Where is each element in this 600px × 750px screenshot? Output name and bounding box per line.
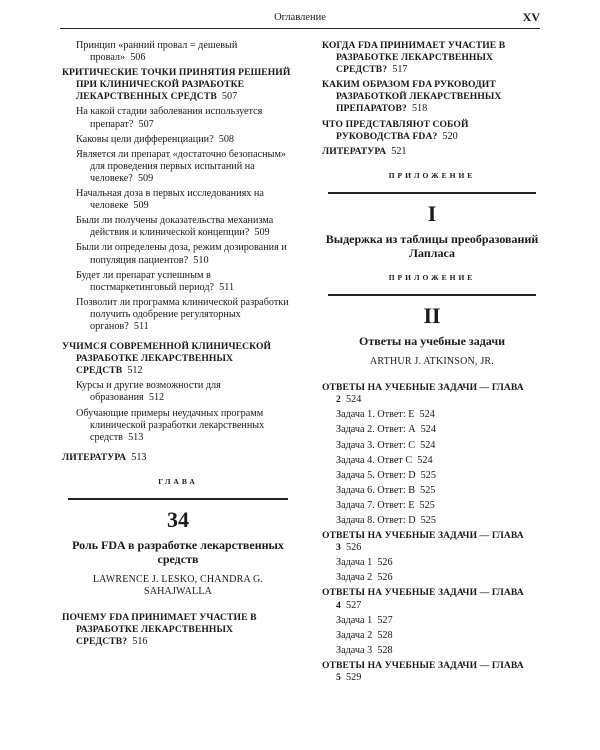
appendix-2-label: ПРИЛОЖЕНИЕ bbox=[388, 272, 476, 282]
toc-entry-text: Были ли определены доза, режим дозирования и популяция пациентов? bbox=[76, 242, 287, 266]
toc-entry-text: Задача 3. Ответ: С bbox=[336, 439, 416, 451]
toc-section-entry bbox=[322, 530, 542, 554]
toc-entry-text: КОГДА FDA ПРИНИМАЕТ УЧАСТИЕ В РАЗРАБОТКЕ ЛЕКАРСТВЕННЫХ СРЕДСТВ? bbox=[322, 40, 506, 76]
toc-subentry bbox=[62, 106, 294, 130]
toc-entry-page: 526 bbox=[377, 557, 393, 569]
toc-section-entry bbox=[62, 67, 294, 103]
toc-entry-page: 511 bbox=[133, 320, 149, 332]
toc-entry-page: 528 bbox=[377, 644, 393, 656]
toc-entry-page: 518 bbox=[411, 103, 428, 115]
toc-entry-text: Задача 2 bbox=[336, 629, 373, 641]
page-header bbox=[60, 10, 540, 29]
toc-entry-text: ЛИТЕРАТУРА bbox=[62, 451, 127, 463]
appendix-1-rule bbox=[328, 192, 536, 194]
toc-entry-text: Начальная доза в первых исследованиях на человеке bbox=[76, 188, 264, 212]
toc-section-entry bbox=[322, 146, 542, 158]
toc-entry-text: Задача 5. Ответ: D bbox=[336, 469, 416, 481]
toc-entry-text: Задача 1 bbox=[336, 557, 373, 569]
appendix-2-heading bbox=[322, 272, 542, 368]
toc-entry-page: 512 bbox=[127, 365, 143, 377]
toc-entry-page: 507 bbox=[221, 91, 238, 103]
toc-entry-text: КРИТИЧЕСКИЕ ТОЧКИ ПРИНЯТИЯ РЕШЕНИЙ ПРИ КЛИНИЧЕСКОЙ РАЗРАБОТКЕ ЛЕКАРСТВЕННЫХ СРЕДСТВ bbox=[62, 67, 291, 103]
toc-entry-page: 526 bbox=[377, 572, 393, 584]
toc-entry-text: Принцип «ранний провал = дешевый провал» bbox=[76, 40, 238, 64]
toc-section-entry bbox=[322, 119, 542, 143]
toc-entry-text: Задача 3 bbox=[336, 644, 373, 656]
appendix-2-entries bbox=[322, 382, 542, 684]
toc-entry-page: 525 bbox=[420, 469, 436, 481]
toc-entry-text: ОТВЕТЫ НА УЧЕБНЫЕ ЗАДАЧИ — ГЛАВА 2 bbox=[322, 382, 524, 406]
toc-entry-page: 521 bbox=[391, 145, 407, 157]
toc-entry-page: 525 bbox=[419, 499, 435, 511]
toc-entry-text: Будет ли препарат успешным в постмаркетинговый период? bbox=[76, 269, 215, 293]
toc-entry-text: ЛИТЕРАТУРА bbox=[322, 145, 387, 157]
toc-subentry bbox=[62, 408, 294, 444]
page-number: XV bbox=[522, 10, 540, 24]
toc-subentry bbox=[62, 242, 294, 266]
right-entries bbox=[322, 40, 542, 158]
left-entries bbox=[62, 40, 294, 464]
toc-subentry bbox=[322, 500, 542, 512]
appendix-1-heading bbox=[322, 170, 542, 260]
toc-subentry bbox=[62, 380, 294, 404]
chapter-authors: LAWRENCE J. LESKO, CHANDRA G. SAHAJWALLA bbox=[92, 574, 264, 598]
right-column bbox=[322, 40, 542, 687]
appendix-2-title: Ответы на учебные задачи bbox=[358, 334, 505, 349]
chapter-entries bbox=[62, 612, 294, 648]
toc-section-entry bbox=[322, 79, 542, 115]
toc-section-entry bbox=[62, 612, 294, 648]
toc-entry-text: Были ли получены доказательства механизма действия и клинической концепции? bbox=[76, 215, 274, 239]
appendix-2-number: II bbox=[423, 303, 441, 329]
toc-entry-text: Задача 2 bbox=[336, 572, 373, 584]
toc-entry-page: 526 bbox=[346, 542, 362, 554]
toc-entry-text: УЧИМСЯ СОВРЕМЕННОЙ КЛИНИЧЕСКОЙ РАЗРАБОТКЕ ЛЕКАРСТВЕННЫХ СРЕДСТВ bbox=[62, 341, 272, 377]
toc-entry-text: Каковы цели дифференциации? bbox=[76, 133, 214, 145]
toc-subentry bbox=[322, 409, 542, 421]
toc-subentry bbox=[62, 270, 294, 294]
toc-subentry bbox=[322, 485, 542, 497]
toc-subentry bbox=[322, 572, 542, 584]
toc-entry-page: 513 bbox=[131, 451, 147, 463]
toc-entry-page: 513 bbox=[128, 431, 144, 443]
toc-entry-page: 509 bbox=[133, 200, 149, 212]
toc-subentry bbox=[62, 134, 294, 146]
toc-entry-page: 517 bbox=[392, 64, 408, 76]
toc-entry-page: 524 bbox=[346, 394, 362, 406]
toc-entry-text: Задача 7. Ответ: Е bbox=[336, 499, 415, 511]
toc-entry-text: Задача 8. Ответ: D bbox=[336, 514, 416, 526]
toc-entry-text: ОТВЕТЫ НА УЧЕБНЫЕ ЗАДАЧИ — ГЛАВА 4 bbox=[322, 587, 524, 611]
toc-subentry bbox=[322, 630, 542, 642]
appendix-2-authors: ARTHUR J. ATKINSON, JR. bbox=[369, 356, 494, 368]
appendix-2-rule bbox=[328, 294, 536, 296]
toc-subentry bbox=[322, 645, 542, 657]
toc-entry-text: Задача 1 bbox=[336, 614, 373, 626]
toc-entry-page: 509 bbox=[254, 227, 270, 239]
toc-subentry bbox=[322, 440, 542, 452]
toc-entry-page: 524 bbox=[417, 454, 433, 466]
toc-subentry bbox=[322, 424, 542, 436]
toc-entry-text: ПОЧЕМУ FDA ПРИНИМАЕТ УЧАСТИЕ В РАЗРАБОТКЕ ЛЕКАРСТВЕННЫХ СРЕДСТВ? bbox=[62, 612, 257, 648]
toc-entry-text: Задача 1. Ответ: E bbox=[336, 409, 415, 421]
toc-entry-text: Курсы и другие возможности для образования bbox=[76, 380, 221, 404]
toc-section-entry bbox=[322, 40, 542, 76]
toc-entry-page: 525 bbox=[420, 484, 436, 496]
toc-entry-page: 524 bbox=[419, 409, 435, 421]
left-column bbox=[62, 40, 294, 651]
toc-entry-page: 524 bbox=[420, 424, 436, 436]
toc-entry-text: На какой стадии заболевания используется препарат? bbox=[76, 106, 263, 130]
toc-subentry bbox=[322, 515, 542, 527]
toc-entry-text: Позволит ли программа клинической разработки получить одобрение регуляторных органов? bbox=[76, 296, 289, 332]
toc-entry-page: 506 bbox=[130, 52, 146, 64]
toc-section-entry bbox=[322, 382, 542, 406]
toc-subentry bbox=[62, 297, 294, 333]
toc-section-entry bbox=[62, 452, 294, 464]
appendix-1-number: I bbox=[427, 200, 437, 226]
toc-subentry bbox=[62, 149, 294, 185]
toc-entry-text: ОТВЕТЫ НА УЧЕБНЫЕ ЗАДАЧИ — ГЛАВА 3 bbox=[322, 530, 524, 554]
toc-entry-page: 508 bbox=[218, 133, 235, 145]
toc-entry-text: ОТВЕТЫ НА УЧЕБНЫЕ ЗАДАЧИ — ГЛАВА 5 bbox=[322, 659, 524, 683]
toc-subentry bbox=[322, 455, 542, 467]
toc-subentry bbox=[322, 557, 542, 569]
toc-subentry bbox=[322, 615, 542, 627]
appendix-1-label: ПРИЛОЖЕНИЕ bbox=[388, 170, 476, 180]
running-title: Оглавление bbox=[274, 12, 326, 23]
toc-subentry bbox=[62, 188, 294, 212]
toc-entry-page: 507 bbox=[138, 118, 154, 130]
toc-entry-text: ЧТО ПРЕДСТАВЛЯЮТ СОБОЙ РУКОВОДСТВА FDA? bbox=[322, 118, 469, 142]
toc-entry-page: 510 bbox=[193, 254, 209, 266]
appendix-1-title: Выдержка из таблицы преобразований Лапласа bbox=[325, 231, 539, 260]
toc-subentry bbox=[62, 40, 294, 64]
toc-entry-page: 520 bbox=[442, 130, 458, 142]
toc-entry-page: 527 bbox=[346, 599, 362, 611]
chapter-number: 34 bbox=[167, 507, 189, 532]
toc-subentry bbox=[62, 215, 294, 239]
toc-entry-page: 529 bbox=[346, 672, 362, 683]
toc-entry-page: 509 bbox=[137, 172, 154, 184]
toc-entry-page: 512 bbox=[148, 392, 165, 404]
chapter-heading bbox=[62, 476, 294, 598]
toc-entry-text: Задача 2. Ответ: A bbox=[336, 424, 416, 436]
toc-entry-text: Задача 6. Ответ: В bbox=[336, 484, 416, 496]
chapter-title: Роль FDA в разработке лекарственных средств bbox=[72, 538, 284, 566]
toc-entry-page: 516 bbox=[132, 636, 148, 648]
toc-section-entry bbox=[62, 341, 294, 377]
toc-section-entry bbox=[322, 660, 542, 684]
chapter-rule bbox=[68, 498, 288, 500]
chapter-label: ГЛАВА bbox=[158, 476, 198, 486]
toc-entry-text: КАКИМ ОБРАЗОМ FDA РУКОВОДИТ РАЗРАБОТКОЙ ЛЕКАРСТВЕННЫХ ПРЕПАРАТОВ? bbox=[322, 79, 502, 115]
toc-entry-page: 524 bbox=[420, 439, 436, 451]
toc-entry-page: 525 bbox=[420, 514, 436, 526]
toc-entry-page: 527 bbox=[377, 614, 393, 626]
toc-entry-text: Является ли препарат «достаточно безопасным» для проведения первых испытаний на человеке? bbox=[76, 148, 286, 184]
toc-entry-page: 511 bbox=[219, 281, 235, 293]
toc-subentry bbox=[322, 470, 542, 482]
toc-entry-text: Задача 4. Ответ С bbox=[336, 454, 413, 466]
toc-entry-text: Обучающие примеры неудачных программ клинической разработки лекарственных средств bbox=[76, 407, 265, 443]
toc-section-entry bbox=[322, 587, 542, 611]
toc-entry-page: 528 bbox=[377, 629, 393, 641]
